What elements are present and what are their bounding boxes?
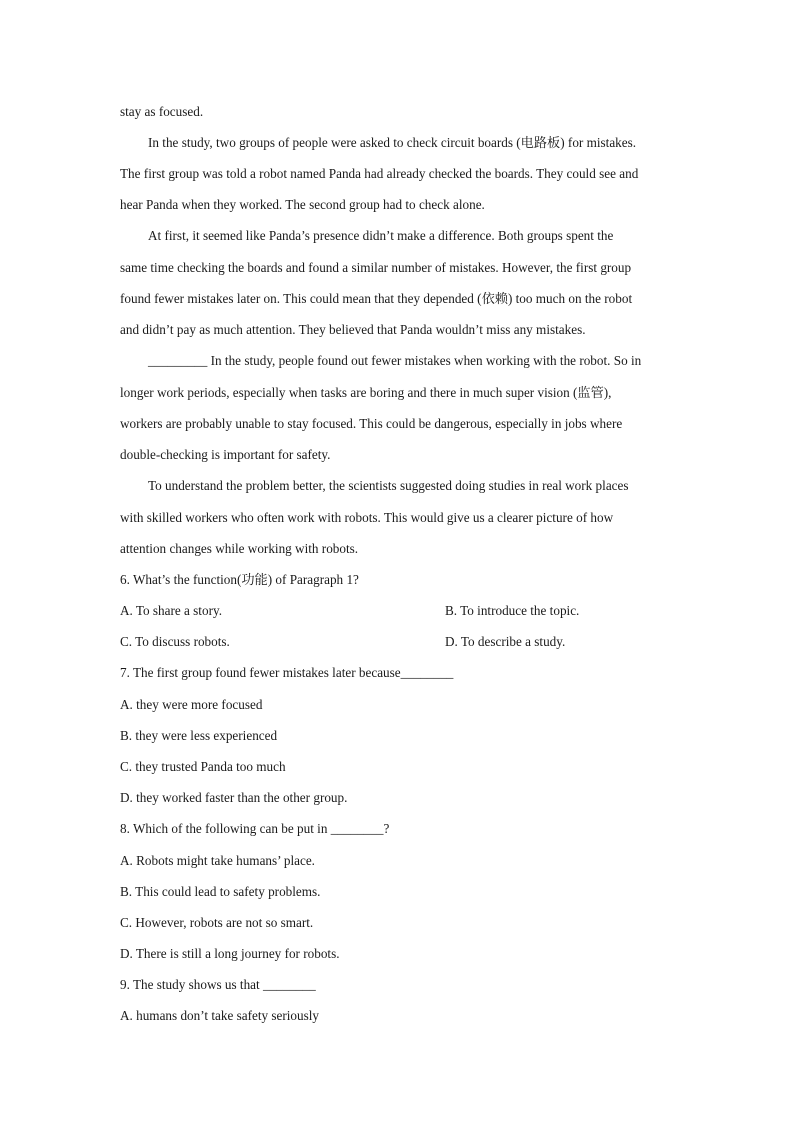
paragraph-5-line: To understand the problem better, the scientists suggested doing studies in real work places [148, 478, 629, 493]
paragraph-1-tail: stay as focused. [120, 104, 204, 119]
question-7-option-c: C. they trusted Panda too much [120, 759, 286, 774]
paragraph-3-line: same time checking the boards and found a similar number of mistakes. However, the first group [120, 260, 632, 275]
question-7-option-b: B. they were less experienced [120, 728, 278, 743]
question-6-option-b: B. To introduce the topic. [445, 603, 580, 618]
question-7-option-a: A. they were more focused [120, 697, 263, 712]
question-8-option-d: D. There is still a long journey for robots. [120, 946, 340, 961]
paragraph-3-line: found fewer mistakes later on. This could mean that they depended (依赖) too much on the robot [120, 291, 633, 306]
question-6-stem: 6. What’s the function(功能) of Paragraph 1? [120, 572, 359, 587]
paragraph-4-line: workers are probably unable to stay focused. This could be dangerous, especially in jobs where [120, 416, 623, 431]
question-8-option-a: A. Robots might take humans’ place. [120, 853, 315, 868]
paragraph-2-line: In the study, two groups of people were asked to check circuit boards (电路板) for mistakes. [148, 135, 637, 150]
question-7-stem: 7. The first group found fewer mistakes later because________ [120, 665, 454, 680]
paragraph-2-line: The first group was told a robot named Panda had already checked the boards. They could see and [120, 166, 639, 181]
question-7-option-d: D. they worked faster than the other group. [120, 790, 348, 805]
question-9-option-a: A. humans don’t take safety seriously [120, 1008, 319, 1023]
question-8-option-c: C. However, robots are not so smart. [120, 915, 314, 930]
paragraph-5-line: attention changes while working with robots. [120, 541, 359, 556]
question-8-option-b: B. This could lead to safety problems. [120, 884, 321, 899]
question-6-option-d: D. To describe a study. [445, 634, 566, 649]
paragraph-4-line: _________ In the study, people found out fewer mistakes when working with the robot. So in [148, 353, 642, 368]
question-6-option-a: A. To share a story. [120, 603, 222, 618]
question-6-option-c: C. To discuss robots. [120, 634, 230, 649]
paragraph-4-line: longer work periods, especially when tasks are boring and there in much super vision (监管), [120, 385, 612, 400]
question-8-stem: 8. Which of the following can be put in ________? [120, 821, 390, 836]
paragraph-3-line: At first, it seemed like Panda’s presence didn’t make a difference. Both groups spent the [148, 228, 614, 243]
paragraph-5-line: with skilled workers who often work with robots. This would give us a clearer picture of how [120, 510, 614, 525]
paragraph-2-line: hear Panda when they worked. The second group had to check alone. [120, 197, 485, 212]
paragraph-4-line: double-checking is important for safety. [120, 447, 331, 462]
paragraph-3-line: and didn’t pay as much attention. They believed that Panda wouldn’t miss any mistakes. [120, 322, 586, 337]
question-9-stem: 9. The study shows us that ________ [120, 977, 316, 992]
